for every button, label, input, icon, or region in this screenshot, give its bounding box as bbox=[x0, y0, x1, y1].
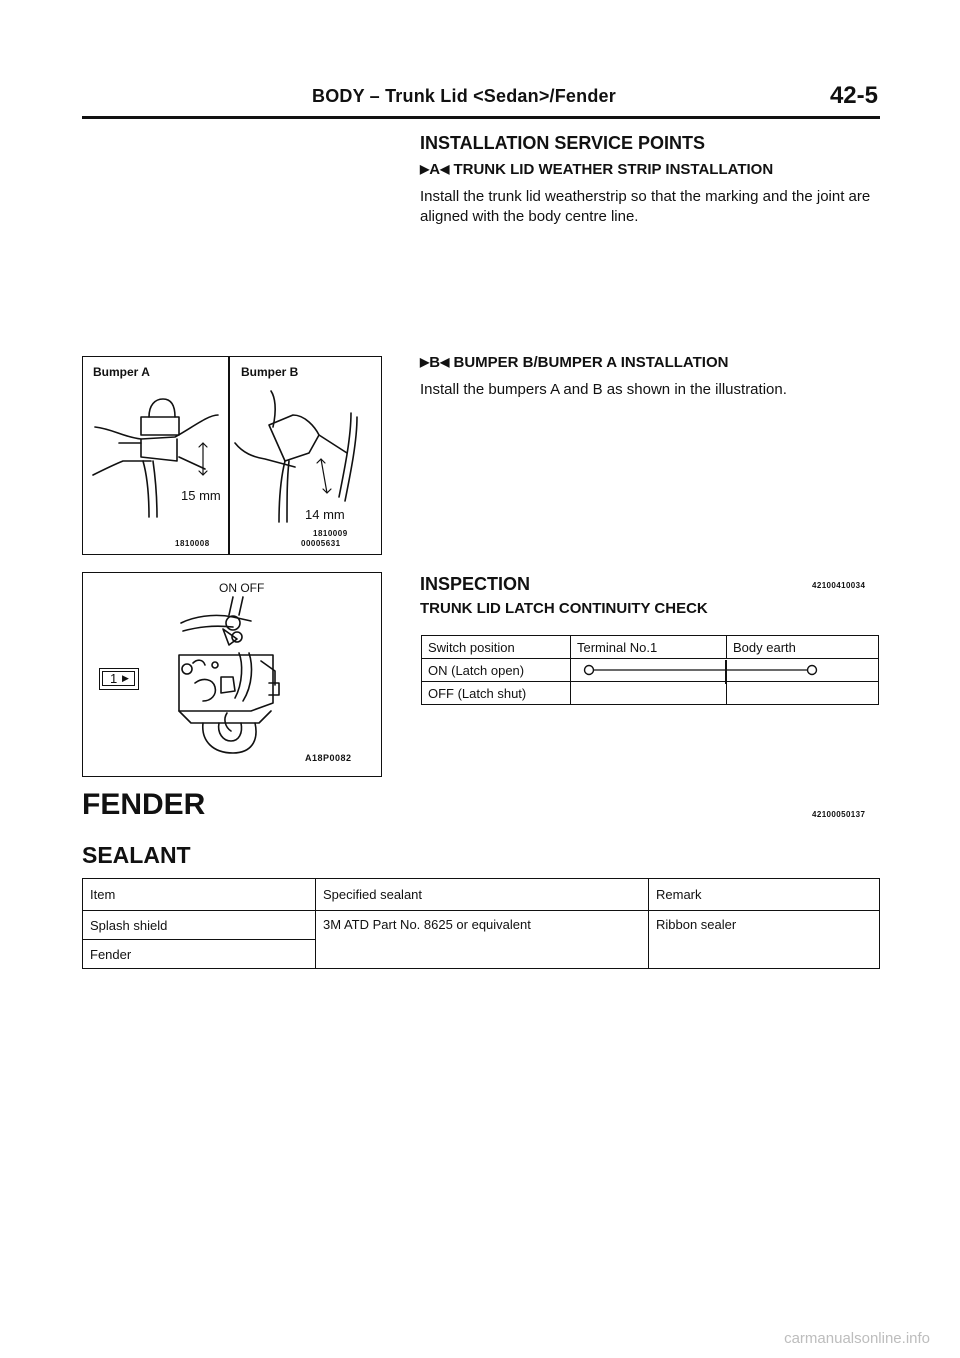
point-a-body: Install the trunk lid weatherstrip so that the marking and the joint are aligned with the body centre line. bbox=[420, 188, 871, 225]
inspection-heading: INSPECTION bbox=[420, 574, 531, 594]
point-b-marker: B bbox=[429, 354, 441, 371]
table-row bbox=[422, 682, 879, 705]
page-number: 42-5 bbox=[829, 82, 878, 109]
fender-heading: FENDER bbox=[82, 788, 206, 821]
table-header-cell: Remark bbox=[649, 879, 880, 911]
table-header-cell: Specified sealant bbox=[316, 879, 649, 911]
sealant-heading: SEALANT bbox=[82, 842, 191, 868]
point-a-marker: A bbox=[429, 161, 441, 178]
table-row bbox=[83, 911, 880, 940]
installation-heading: INSTALLATION SERVICE POINTS bbox=[420, 133, 706, 153]
bumper-a-label: Bumper A bbox=[93, 365, 150, 379]
latch-illustration bbox=[83, 573, 381, 776]
item-cell: Fender bbox=[83, 940, 316, 969]
triangle-right-icon: ▶ bbox=[122, 673, 129, 683]
point-a-title bbox=[420, 161, 773, 178]
bumper-a-dimension: 15 mm bbox=[181, 488, 221, 503]
table-header-row bbox=[422, 636, 879, 659]
inspection-subheading: TRUNK LID LATCH CONTINUITY CHECK bbox=[420, 600, 708, 617]
bumper-figure bbox=[82, 356, 382, 555]
table-header-row bbox=[83, 879, 880, 911]
continuity-table bbox=[421, 635, 879, 705]
triangle-left-icon: ◀ bbox=[440, 355, 450, 369]
point-b-title bbox=[420, 354, 728, 371]
sealant-table bbox=[82, 878, 880, 969]
table-header-cell: Switch position bbox=[422, 636, 571, 659]
triangle-right-icon: ▶ bbox=[420, 162, 430, 176]
point-b-title-text: BUMPER B/BUMPER A INSTALLATION bbox=[453, 354, 729, 371]
point-b-body: Install the bumpers A and B as shown in the illustration. bbox=[420, 381, 787, 398]
page-header-title: BODY – Trunk Lid <Sedan>/Fender bbox=[312, 86, 616, 106]
remark-cell: Ribbon sealer bbox=[649, 911, 880, 969]
bumper-illustration bbox=[83, 357, 381, 554]
bumper-b-dimension: 14 mm bbox=[305, 507, 345, 522]
continuity-line-icon bbox=[571, 661, 871, 679]
bumper-b-label: Bumper B bbox=[241, 365, 299, 379]
switch-position-cell: ON (Latch open) bbox=[422, 659, 571, 682]
point-a-title-text: TRUNK LID WEATHER STRIP INSTALLATION bbox=[453, 161, 774, 178]
callout-number: 1 bbox=[110, 671, 118, 686]
table-header-cell: Body earth bbox=[727, 636, 879, 659]
latch-figure-code: A18P0082 bbox=[305, 753, 352, 763]
table-header-cell: Item bbox=[83, 879, 316, 911]
table-cell-divider bbox=[725, 660, 727, 684]
inspection-code: 42100410034 bbox=[812, 581, 866, 590]
triangle-right-icon: ▶ bbox=[420, 355, 430, 369]
specified-sealant-cell: 3M ATD Part No. 8625 or equivalent bbox=[316, 911, 649, 969]
table-row bbox=[422, 659, 879, 682]
switch-on-off-label: ON OFF bbox=[219, 581, 265, 595]
switch-position-cell: OFF (Latch shut) bbox=[422, 682, 571, 705]
fender-code: 42100050137 bbox=[812, 810, 866, 819]
bumper-a-figure-code: 1810008 bbox=[175, 539, 210, 548]
item-cell: Splash shield bbox=[83, 911, 316, 940]
latch-figure bbox=[82, 572, 382, 777]
bumper-b-figure-code: 1810009 bbox=[313, 529, 348, 538]
site-watermark: carmanualsonline.info bbox=[784, 1330, 930, 1347]
triangle-left-icon: ◀ bbox=[440, 162, 450, 176]
header-rule bbox=[82, 116, 880, 119]
bumper-b-figure-code-2: 00005631 bbox=[301, 539, 341, 548]
table-header-cell: Terminal No.1 bbox=[571, 636, 727, 659]
continuity-cell bbox=[727, 682, 879, 705]
continuity-cell bbox=[571, 682, 727, 705]
